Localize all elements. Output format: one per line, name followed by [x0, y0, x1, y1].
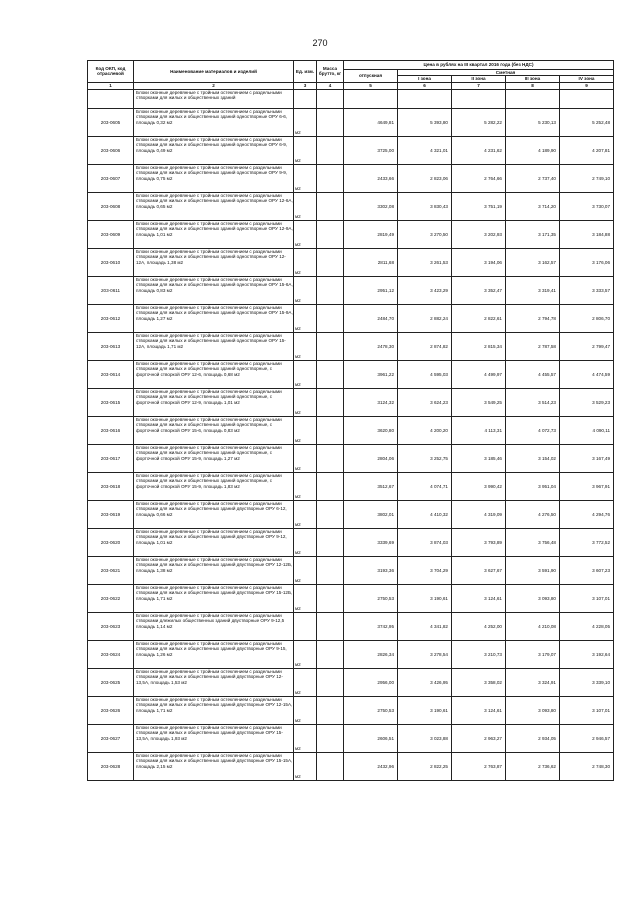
zone-4-price-cell: 3 529,23: [560, 388, 614, 416]
header-zone-2: II зона: [452, 76, 506, 82]
zone-3-price-cell: 5 230,13: [506, 108, 560, 136]
name-cell: Блоки оконные деревянные с тройным остеклением с раздельными створками для жилых и общественных зданий двустворные ОРУ 6-12, площадь 0,66 м2: [134, 500, 294, 528]
zone-2-price-cell: 4 319,09: [452, 500, 506, 528]
release-price-cell: 2956,00: [344, 668, 398, 696]
name-cell: Блоки оконные деревянные с тройным остеклением с раздельными створками для жилых и общественных зданий одностворные ОРУ 12-12А, площадь 1,38 м2: [134, 248, 294, 276]
column-number: 4: [317, 82, 344, 89]
unit-cell: м2: [294, 276, 317, 304]
name-cell: Блоки оконные деревянные с тройным остеклением с раздельными створками для жилых и общественных зданий двустворные ОРУ 15-13,5А, площадь 1,93 м2: [134, 724, 294, 752]
unit-cell: м2: [294, 416, 317, 444]
table-row: [88, 220, 614, 248]
price-cell: [560, 89, 614, 108]
name-cell: Блоки оконные деревянные с тройным остеклением с раздельными створками для жилых и общественных зданий: [134, 89, 294, 108]
zone-3-price-cell: 3 154,02: [506, 444, 560, 472]
header-code: Код ОКП, код отраслевой: [88, 61, 134, 83]
mass-cell: [317, 89, 344, 108]
table-row: [88, 248, 614, 276]
mass-cell: [317, 472, 344, 500]
table-row: [88, 696, 614, 724]
release-price-cell: 2750,53: [344, 696, 398, 724]
table-row: [88, 752, 614, 780]
code-cell: 203-0613: [88, 332, 134, 360]
zone-2-price-cell: 2 822,61: [452, 304, 506, 332]
name-cell: Блоки оконные деревянные с тройным остеклением с раздельными створками для жилых и общественных зданий двустворные ОРУ 12-15А, площадь 1,71 м2: [134, 696, 294, 724]
code-cell: 203-0628: [88, 752, 134, 780]
zone-2-price-cell: 3 358,02: [452, 668, 506, 696]
zone-2-price-cell: 3 990,42: [452, 472, 506, 500]
name-cell: Блоки оконные деревянные с тройным остеклением с раздельными створками для жилых и общественных зданий одностворные, с форточной створкой ОРУ 12-9, площадь 1,01 м2: [134, 388, 294, 416]
zone-1-price-cell: 5 393,80: [398, 108, 452, 136]
table-row: [88, 136, 614, 164]
zone-3-price-cell: 4 210,08: [506, 612, 560, 640]
code-cell: 203-0619: [88, 500, 134, 528]
header-name: Наименование материалов и изделий: [134, 61, 294, 83]
zone-1-price-cell: 3 704,29: [398, 556, 452, 584]
zone-2-price-cell: 3 549,25: [452, 388, 506, 416]
release-price-cell: 2826,34: [344, 640, 398, 668]
zone-2-price-cell: 3 793,89: [452, 528, 506, 556]
header-zone-3: III зона: [506, 76, 560, 82]
name-cell: Блоки оконные деревянные с тройным остеклением с раздельными створками для жилых и общественных зданий одностворные ОРУ 15-9А, площадь 1,27 м2: [134, 304, 294, 332]
release-price-cell: 2811,68: [344, 248, 398, 276]
mass-cell: [317, 556, 344, 584]
mass-cell: [317, 500, 344, 528]
table-row: [88, 668, 614, 696]
table-row: [88, 472, 614, 500]
table-row: [88, 304, 614, 332]
table-row: [88, 164, 614, 192]
code-cell: 203-0620: [88, 528, 134, 556]
mass-cell: [317, 668, 344, 696]
code-cell: 203-0624: [88, 640, 134, 668]
unit-cell: [294, 612, 317, 640]
name-cell: Блоки оконные деревянные с тройным остеклением с раздельными створками для жилых и общественных зданий двустворные ОРУ 9-12, площадь 1,01 м2: [134, 528, 294, 556]
code-cell: 203-0618: [88, 472, 134, 500]
zone-4-price-cell: 3 107,01: [560, 584, 614, 612]
code-cell: 203-0606: [88, 136, 134, 164]
code-cell: 203-0610: [88, 248, 134, 276]
release-price-cell: 2804,06: [344, 444, 398, 472]
header-release: отпускная: [344, 70, 398, 83]
zone-3-price-cell: 3 171,35: [506, 220, 560, 248]
zone-4-price-cell: 2 806,70: [560, 304, 614, 332]
name-cell: Блоки оконные деревянные с тройным остеклением с раздельными створками для жилых и общественных зданий одностворные ОРУ 6-6, площадь 0,32 м2: [134, 108, 294, 136]
release-price-cell: 2951,12: [344, 276, 398, 304]
release-price-cell: 3512,67: [344, 472, 398, 500]
name-cell: Блоки оконные деревянные с тройным остеклением с раздельными створками для жилых и общественных зданий одностворные, с форточной створкой ОРУ 15-6, площадь 0,83 м2: [134, 416, 294, 444]
table-row: [88, 108, 614, 136]
zone-2-price-cell: 2 763,87: [452, 752, 506, 780]
table-row: [88, 612, 614, 640]
zone-4-price-cell: 3 192,64: [560, 640, 614, 668]
column-number-row: [88, 82, 614, 89]
zone-2-price-cell: 5 282,22: [452, 108, 506, 136]
unit-cell: м2: [294, 752, 317, 780]
name-cell: Блоки оконные деревянные с тройным остеклением с раздельными створками для жилых и общественных зданий одностворные ОРУ 12-9А, площадь 1,01 м2: [134, 220, 294, 248]
column-number: 8: [506, 82, 560, 89]
release-price-cell: 2750,53: [344, 584, 398, 612]
zone-3-price-cell: 3 093,80: [506, 696, 560, 724]
zone-2-price-cell: 3 751,19: [452, 192, 506, 220]
release-price-cell: 3124,32: [344, 388, 398, 416]
zone-4-price-cell: 3 730,07: [560, 192, 614, 220]
name-cell: Блоки оконные деревянные с тройным остеклением с раздельными створками для жилых и общественных зданий одностворные ОРУ 9-9, площадь 0,75 м2: [134, 164, 294, 192]
zone-1-price-cell: 4 410,32: [398, 500, 452, 528]
unit-cell: м2: [294, 584, 317, 612]
zone-4-price-cell: 3 967,91: [560, 472, 614, 500]
zone-3-price-cell: 3 162,57: [506, 248, 560, 276]
zone-1-price-cell: 3 624,23: [398, 388, 452, 416]
zone-2-price-cell: 3 124,61: [452, 584, 506, 612]
zone-3-price-cell: 3 093,80: [506, 584, 560, 612]
zone-4-price-cell: 3 772,52: [560, 528, 614, 556]
name-cell: Блоки оконные деревянные с тройным остеклением с раздельными створками для жилых и общественных зданий одностворные, с форточной створкой ОРУ 15-9, площадь 1,83 м2: [134, 472, 294, 500]
table-row: [88, 500, 614, 528]
zone-3-price-cell: 3 324,91: [506, 668, 560, 696]
release-price-cell: 2606,51: [344, 724, 398, 752]
zone-2-price-cell: 3 627,67: [452, 556, 506, 584]
zone-1-price-cell: 2 874,82: [398, 332, 452, 360]
zone-4-price-cell: 3 339,10: [560, 668, 614, 696]
column-number: 9: [560, 82, 614, 89]
zone-2-price-cell: 3 194,06: [452, 248, 506, 276]
name-cell: Блоки оконные деревянные с тройным остеклением с раздельными створками для жилых и общественных зданий одностворные, с форточной створкой ОРУ 15-9, площадь 1,27 м2: [134, 444, 294, 472]
price-table: [87, 60, 614, 781]
mass-cell: [317, 696, 344, 724]
table-row: [88, 276, 614, 304]
zone-1-price-cell: 3 874,03: [398, 528, 452, 556]
release-price-cell: 3725,00: [344, 136, 398, 164]
zone-4-price-cell: 3 176,06: [560, 248, 614, 276]
zone-1-price-cell: 4 200,20: [398, 416, 452, 444]
zone-4-price-cell: 4 228,05: [560, 612, 614, 640]
release-price-cell: 3302,08: [344, 192, 398, 220]
code-cell: 203-0625: [88, 668, 134, 696]
mass-cell: [317, 528, 344, 556]
zone-3-price-cell: 3 179,07: [506, 640, 560, 668]
unit-cell: м2: [294, 192, 317, 220]
code-cell: 203-0627: [88, 724, 134, 752]
header-zone-4: IV зона: [560, 76, 614, 82]
table-row: [88, 360, 614, 388]
zone-4-price-cell: 3 607,23: [560, 556, 614, 584]
zone-3-price-cell: 2 737,40: [506, 164, 560, 192]
zone-2-price-cell: 2 764,66: [452, 164, 506, 192]
code-cell: 203-0607: [88, 164, 134, 192]
zone-3-price-cell: 4 072,73: [506, 416, 560, 444]
mass-cell: [317, 444, 344, 472]
release-price-cell: 2819,49: [344, 220, 398, 248]
release-price-cell: 4649,81: [344, 108, 398, 136]
zone-3-price-cell: 4 189,90: [506, 136, 560, 164]
mass-cell: [317, 164, 344, 192]
mass-cell: [317, 304, 344, 332]
unit-cell: м2: [294, 164, 317, 192]
code-cell: 203-0609: [88, 220, 134, 248]
code-cell: 203-0615: [88, 388, 134, 416]
zone-1-price-cell: 3 423,29: [398, 276, 452, 304]
zone-4-price-cell: 3 167,49: [560, 444, 614, 472]
unit-cell: м2: [294, 556, 317, 584]
zone-2-price-cell: 3 124,61: [452, 696, 506, 724]
column-number: 3: [294, 82, 317, 89]
mass-cell: [317, 752, 344, 780]
header-zone-1: I зона: [398, 76, 452, 82]
zone-3-price-cell: 3 951,04: [506, 472, 560, 500]
zone-4-price-cell: 2 946,57: [560, 724, 614, 752]
zone-3-price-cell: 3 714,20: [506, 192, 560, 220]
zone-1-price-cell: 2 823,06: [398, 164, 452, 192]
mass-cell: [317, 360, 344, 388]
zone-4-price-cell: 3 107,01: [560, 696, 614, 724]
unit-cell: м2: [294, 360, 317, 388]
zone-1-price-cell: 2 882,24: [398, 304, 452, 332]
mass-cell: [317, 220, 344, 248]
zone-1-price-cell: 4 595,03: [398, 360, 452, 388]
unit-cell: м2: [294, 388, 317, 416]
name-cell: Блоки оконные деревянные с тройным остеклением с раздельными створками для жилых и общественных зданий двустворные ОРУ 9-15, площадь 1,26 м2: [134, 640, 294, 668]
mass-cell: [317, 416, 344, 444]
zone-2-price-cell: 4 252,00: [452, 612, 506, 640]
code-cell: 203-0611: [88, 276, 134, 304]
zone-2-price-cell: 3 352,47: [452, 276, 506, 304]
zone-3-price-cell: 2 794,78: [506, 304, 560, 332]
table-row: [88, 528, 614, 556]
zone-3-price-cell: 3 514,23: [506, 388, 560, 416]
code-cell: [88, 89, 134, 108]
zone-3-price-cell: 2 934,05: [506, 724, 560, 752]
zone-1-price-cell: 2 822,25: [398, 752, 452, 780]
name-cell: Блоки оконные деревянные с тройным остеклением с раздельными створками для жилых и общественных зданий одностворные ОРУ 15-12А, площадь 1,71 м2: [134, 332, 294, 360]
price-cell: [398, 89, 452, 108]
code-cell: 203-0621: [88, 556, 134, 584]
mass-cell: [317, 724, 344, 752]
table-row: [88, 584, 614, 612]
table-row: [88, 332, 614, 360]
code-cell: 203-0617: [88, 444, 134, 472]
zone-1-price-cell: 3 023,88: [398, 724, 452, 752]
code-cell: 203-0614: [88, 360, 134, 388]
unit-cell: м2: [294, 136, 317, 164]
name-cell: Блоки оконные деревянные с тройным остеклением с раздельными створками для жилых и общественных зданий двустворные ОРУ 12-13,5А, площадь 1,53 м2: [134, 668, 294, 696]
zone-3-price-cell: 4 455,57: [506, 360, 560, 388]
column-number: 1: [88, 82, 134, 89]
zone-4-price-cell: 4 207,81: [560, 136, 614, 164]
release-price-cell: 3961,22: [344, 360, 398, 388]
zone-3-price-cell: 3 591,90: [506, 556, 560, 584]
unit-cell: м2: [294, 304, 317, 332]
table-row: [88, 444, 614, 472]
column-number: 2: [134, 82, 294, 89]
mass-cell: [317, 136, 344, 164]
unit-cell: м2: [294, 472, 317, 500]
code-cell: 203-0623: [88, 612, 134, 640]
table-row: [88, 388, 614, 416]
release-price-cell: 2432,96: [344, 752, 398, 780]
release-price-cell: 3620,80: [344, 416, 398, 444]
zone-1-price-cell: 3 252,75: [398, 444, 452, 472]
group-heading-row: [88, 89, 614, 108]
zone-4-price-cell: 4 294,76: [560, 500, 614, 528]
unit-cell: [294, 89, 317, 108]
unit-cell: м2: [294, 332, 317, 360]
mass-cell: [317, 388, 344, 416]
unit-cell: м2: [294, 248, 317, 276]
code-cell: 203-0622: [88, 584, 134, 612]
zone-1-price-cell: 4 321,01: [398, 136, 452, 164]
release-price-cell: 3193,36: [344, 556, 398, 584]
zone-2-price-cell: 2 963,27: [452, 724, 506, 752]
mass-cell: [317, 612, 344, 640]
column-number: 6: [398, 82, 452, 89]
mass-cell: [317, 332, 344, 360]
zone-1-price-cell: 3 278,54: [398, 640, 452, 668]
unit-cell: м2: [294, 220, 317, 248]
zone-1-price-cell: 4 341,82: [398, 612, 452, 640]
zone-4-price-cell: 3 184,88: [560, 220, 614, 248]
mass-cell: [317, 248, 344, 276]
zone-3-price-cell: 2 736,62: [506, 752, 560, 780]
code-cell: 203-0616: [88, 416, 134, 444]
header-price-group: Цена в рублях на III квартал 2016 года (без НДС): [344, 61, 614, 70]
name-cell: Блоки оконные деревянные с тройным остеклением с раздельными створками для жилых и общественных зданий одностворные ОРУ 6-9, площадь 0,49 м2: [134, 136, 294, 164]
table-body: [88, 82, 614, 780]
zone-1-price-cell: 4 074,71: [398, 472, 452, 500]
release-price-cell: 3339,69: [344, 528, 398, 556]
unit-cell: м2: [294, 444, 317, 472]
zone-3-price-cell: 2 787,58: [506, 332, 560, 360]
header-estimated: Сметная: [398, 70, 614, 76]
name-cell: Блоки оконные деревянные с тройным остеклением с раздельными створками для жилых и общественных зданий одностворные, с форточной створкой ОРУ 12-6, площадь 0,68 м2: [134, 360, 294, 388]
release-price-cell: 3742,95: [344, 612, 398, 640]
column-number: 7: [452, 82, 506, 89]
zone-4-price-cell: 4 474,59: [560, 360, 614, 388]
zone-2-price-cell: 2 815,34: [452, 332, 506, 360]
table-row: [88, 724, 614, 752]
table-row: [88, 556, 614, 584]
code-cell: 203-0612: [88, 304, 134, 332]
header-unit: Ед. изм.: [294, 61, 317, 83]
code-cell: 203-0626: [88, 696, 134, 724]
name-cell: Блоки оконные деревянные с тройным остеклением с раздельными створками для жилых и общественных зданий двустворные ОРУ 15-12Б, площадь 1,71 м2: [134, 584, 294, 612]
zone-1-price-cell: 3 190,61: [398, 584, 452, 612]
code-cell: 203-0608: [88, 192, 134, 220]
zone-1-price-cell: 3 270,50: [398, 220, 452, 248]
column-number: 5: [344, 82, 398, 89]
zone-2-price-cell: 3 210,73: [452, 640, 506, 668]
page-number: 270: [312, 38, 328, 48]
name-cell: Блоки оконные деревянные с тройным остеклением с раздельными створками для жилых и общественных зданий одностворные ОРУ 12-6А, площадь 0,65 м2: [134, 192, 294, 220]
zone-1-price-cell: 3 426,95: [398, 668, 452, 696]
name-cell: Блоки оконные деревянные с тройным остеклением с раздельными створками длежилых общественных зданий двустворные ОРУ 9-12,5 площадь 1,14 м2: [134, 612, 294, 640]
unit-cell: м2: [294, 500, 317, 528]
mass-cell: [317, 276, 344, 304]
zone-4-price-cell: 5 252,48: [560, 108, 614, 136]
release-price-cell: 2484,70: [344, 304, 398, 332]
zone-2-price-cell: 4 231,62: [452, 136, 506, 164]
zone-2-price-cell: 3 202,93: [452, 220, 506, 248]
zone-3-price-cell: 3 756,48: [506, 528, 560, 556]
table-row: [88, 416, 614, 444]
release-price-cell: 2478,30: [344, 332, 398, 360]
zone-2-price-cell: 3 185,46: [452, 444, 506, 472]
unit-cell: м2: [294, 668, 317, 696]
zone-3-price-cell: 4 276,50: [506, 500, 560, 528]
zone-1-price-cell: 3 261,53: [398, 248, 452, 276]
zone-4-price-cell: 2 748,30: [560, 752, 614, 780]
name-cell: Блоки оконные деревянные с тройным остеклением с раздельными створками для жилых и общественных зданий двустворные ОРУ 12-12Б, площадь 1,38 м2: [134, 556, 294, 584]
code-cell: 203-0605: [88, 108, 134, 136]
zone-4-price-cell: 2 749,10: [560, 164, 614, 192]
header-mass: Масса брутто, кг: [317, 61, 344, 83]
price-cell: [506, 89, 560, 108]
release-price-cell: 3802,01: [344, 500, 398, 528]
mass-cell: [317, 584, 344, 612]
release-price-cell: 2433,66: [344, 164, 398, 192]
unit-cell: м2: [294, 640, 317, 668]
table-row: [88, 192, 614, 220]
name-cell: Блоки оконные деревянные с тройным остеклением с раздельными створками для жилых и общественных зданий одностворные ОРУ 15-6А, площадь 0,83 м2: [134, 276, 294, 304]
mass-cell: [317, 108, 344, 136]
unit-cell: м2: [294, 108, 317, 136]
unit-cell: м2: [294, 724, 317, 752]
mass-cell: [317, 640, 344, 668]
zone-3-price-cell: 3 319,41: [506, 276, 560, 304]
zone-4-price-cell: 2 799,47: [560, 332, 614, 360]
zone-4-price-cell: 4 090,11: [560, 416, 614, 444]
name-cell: Блоки оконные деревянные с тройным остеклением с раздельными створками для жилых и общественных зданий двустворные ОРУ 15-15А, площадь 2,15 м2: [134, 752, 294, 780]
zone-2-price-cell: 4 499,97: [452, 360, 506, 388]
unit-cell: м2: [294, 696, 317, 724]
zone-1-price-cell: 3 830,43: [398, 192, 452, 220]
zone-2-price-cell: 4 113,31: [452, 416, 506, 444]
mass-cell: [317, 192, 344, 220]
price-cell: [344, 89, 398, 108]
zone-4-price-cell: 3 333,57: [560, 276, 614, 304]
zone-1-price-cell: 3 190,61: [398, 696, 452, 724]
unit-cell: м2: [294, 528, 317, 556]
table-row: [88, 640, 614, 668]
price-cell: [452, 89, 506, 108]
